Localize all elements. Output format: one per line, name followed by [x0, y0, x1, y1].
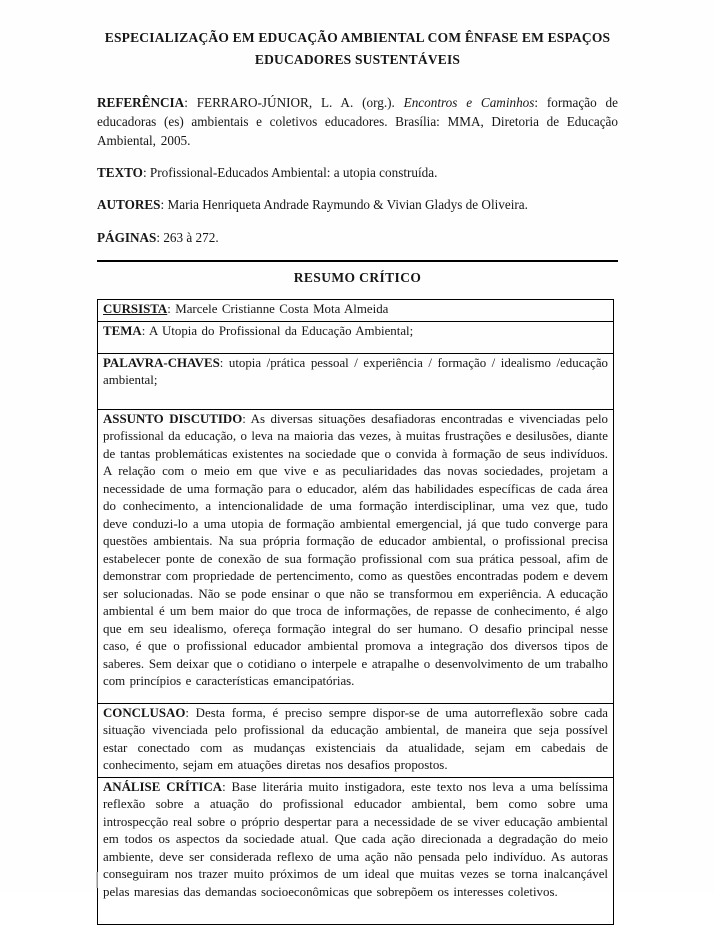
analise-critica-label: ANÁLISE CRÍTICA [103, 779, 223, 794]
tema-cell [98, 321, 614, 353]
table-row-cursista [98, 299, 614, 321]
table-row-assunto-discutido [98, 409, 614, 703]
document-content [97, 0, 618, 925]
cursista-value: : Marcele Cristianne Costa Mota Almeida [167, 301, 389, 316]
tema-label: TEMA [103, 323, 142, 338]
autores-label: AUTORES [97, 197, 161, 213]
document-title-line2: EDUCADORES SUSTENTÁVEIS [254, 52, 461, 67]
table-row-tema [98, 321, 614, 353]
reference-text-before: : FERRARO-JÚNIOR, L. A. (org.). [184, 95, 404, 110]
cursista-label: CURSISTA [103, 301, 168, 316]
scan-artifact-line [96, 872, 98, 888]
autores-value: : Maria Henriqueta Andrade Raymundo & Vivian Gladys de Oliveira. [160, 197, 528, 213]
cursista-cell [98, 299, 614, 321]
analise-critica-cell [98, 777, 614, 924]
palavra-chaves-value: : utopia /prática pessoal / experiência / formação / idealismo /educação ambiental; [103, 355, 608, 388]
texto-label: TEXTO [97, 165, 143, 181]
table-row-palavra-chaves [98, 353, 614, 409]
paginas-value: : 263 à 272. [156, 229, 219, 245]
assunto-discutido-label: ASSUNTO DISCUTIDO [103, 411, 243, 426]
horizontal-rule [97, 260, 618, 262]
document-title-line1: ESPECIALIZAÇÃO EM EDUCAÇÃO AMBIENTAL COM ÊNFASE EM ESPAÇOS [104, 30, 611, 45]
conclusao-cell [98, 703, 614, 777]
document-title [97, 27, 618, 71]
table-row-conclusao [98, 703, 614, 777]
paginas-label: PÁGINAS [97, 229, 157, 245]
palavra-chaves-label: PALAVRA-CHAVES [103, 355, 220, 370]
texto-field [97, 163, 618, 182]
table-row-analise-critica [98, 777, 614, 924]
conclusao-label: CONCLUSAO [103, 705, 186, 720]
section-heading: RESUMO CRÍTICO [293, 269, 422, 285]
reference-book-title: Encontros e Caminhos [403, 95, 535, 110]
assunto-discutido-cell [98, 409, 614, 703]
reference-label: REFERÊNCIA [97, 95, 185, 110]
analise-critica-value: : Base literária muito instigadora, este texto nos leva a uma belíssima reflexão sobre a atuação do profissional educador ambiental, bem como sobre uma introspecção real sobre o próprio despertar para a necessidade de se viver educação ambiental em todos os aspectos da sociedade atual. Que cada ação direcionada a degradação do meio ambiente, deve ser considerada reflexo de uma ação não pensada pelo indivíduo. As autoras conseguiram nos trazer muito próximos de um ideal que muitas vezes se torna inalcançável pelas maresias das demandas socioeconômicas que sobrepõem os interesses coletivos. [103, 779, 608, 899]
palavra-chaves-cell [98, 353, 614, 409]
texto-value: : Profissional-Educados Ambiental: a utopia construída. [142, 165, 438, 181]
paginas-field [97, 228, 618, 247]
autores-field [97, 195, 618, 214]
tema-value: : A Utopia do Profissional da Educação Ambiental; [141, 323, 414, 338]
assunto-discutido-value: : As diversas situações desafiadoras encontradas e vivenciadas pelo profissional da educação, o leva na maioria das vezes, à muitas frustrações e desilusões, diante de tantas problemáticas existentes na sociedade que o convida à formação de seus indivíduos. A relação com o meio em que vive e as peculiaridades das novas sociedades, projetam a necessidade de uma formação para o educador, além das habilidades específicas de cada área do conhecimento, a intencionalidade de uma formação interdisciplinar, uma vez que, tudo deve conduzi-lo a uma utopia de formação ambiental emergencial, já que tudo converge para questões ambientais. Na sua própria formação de educador ambiental, o profissional precisa estabelecer ponte de conexão de sua formação profissional com sua prática pessoal, afim de demonstrar com propriedade de pertencimento, como as questões encontradas podem e devem ser solucionadas. Não se pode ensinar o que não se transformou em experiência. A educação ambiental é um bem maior do que troca de informações, de repasse de conhecimento, é algo que em seu idealismo, ofereça formação integral do ser humano. O desafio principal nesse caso, é que o profissional educador ambiental promova a integração dos diversos tipos de saberes. Sem deixar que o cotidiano o interpele e atrapalhe o desenvolvimento de um trabalho com princípios e características emancipatórias. [103, 411, 608, 689]
conclusao-value: : Desta forma, é preciso sempre dispor-se de uma autorreflexão sobre cada situação vivenciada pelo profissional da educação ambiental, de maneira que seja possível estar conectado com as mudanças existenciais da atualidade, sejam em cabedais de conhecimento, sejam em atuações diretas nos desafios propostos. [103, 705, 608, 773]
reference-paragraph [97, 93, 618, 150]
reference-text-after: : formação de educadoras (es) ambientais e coletivos educadores. Brasília: MMA, Diretoria de Educação Ambiental, 2005. [97, 95, 618, 148]
resumo-critico-table [97, 299, 614, 925]
